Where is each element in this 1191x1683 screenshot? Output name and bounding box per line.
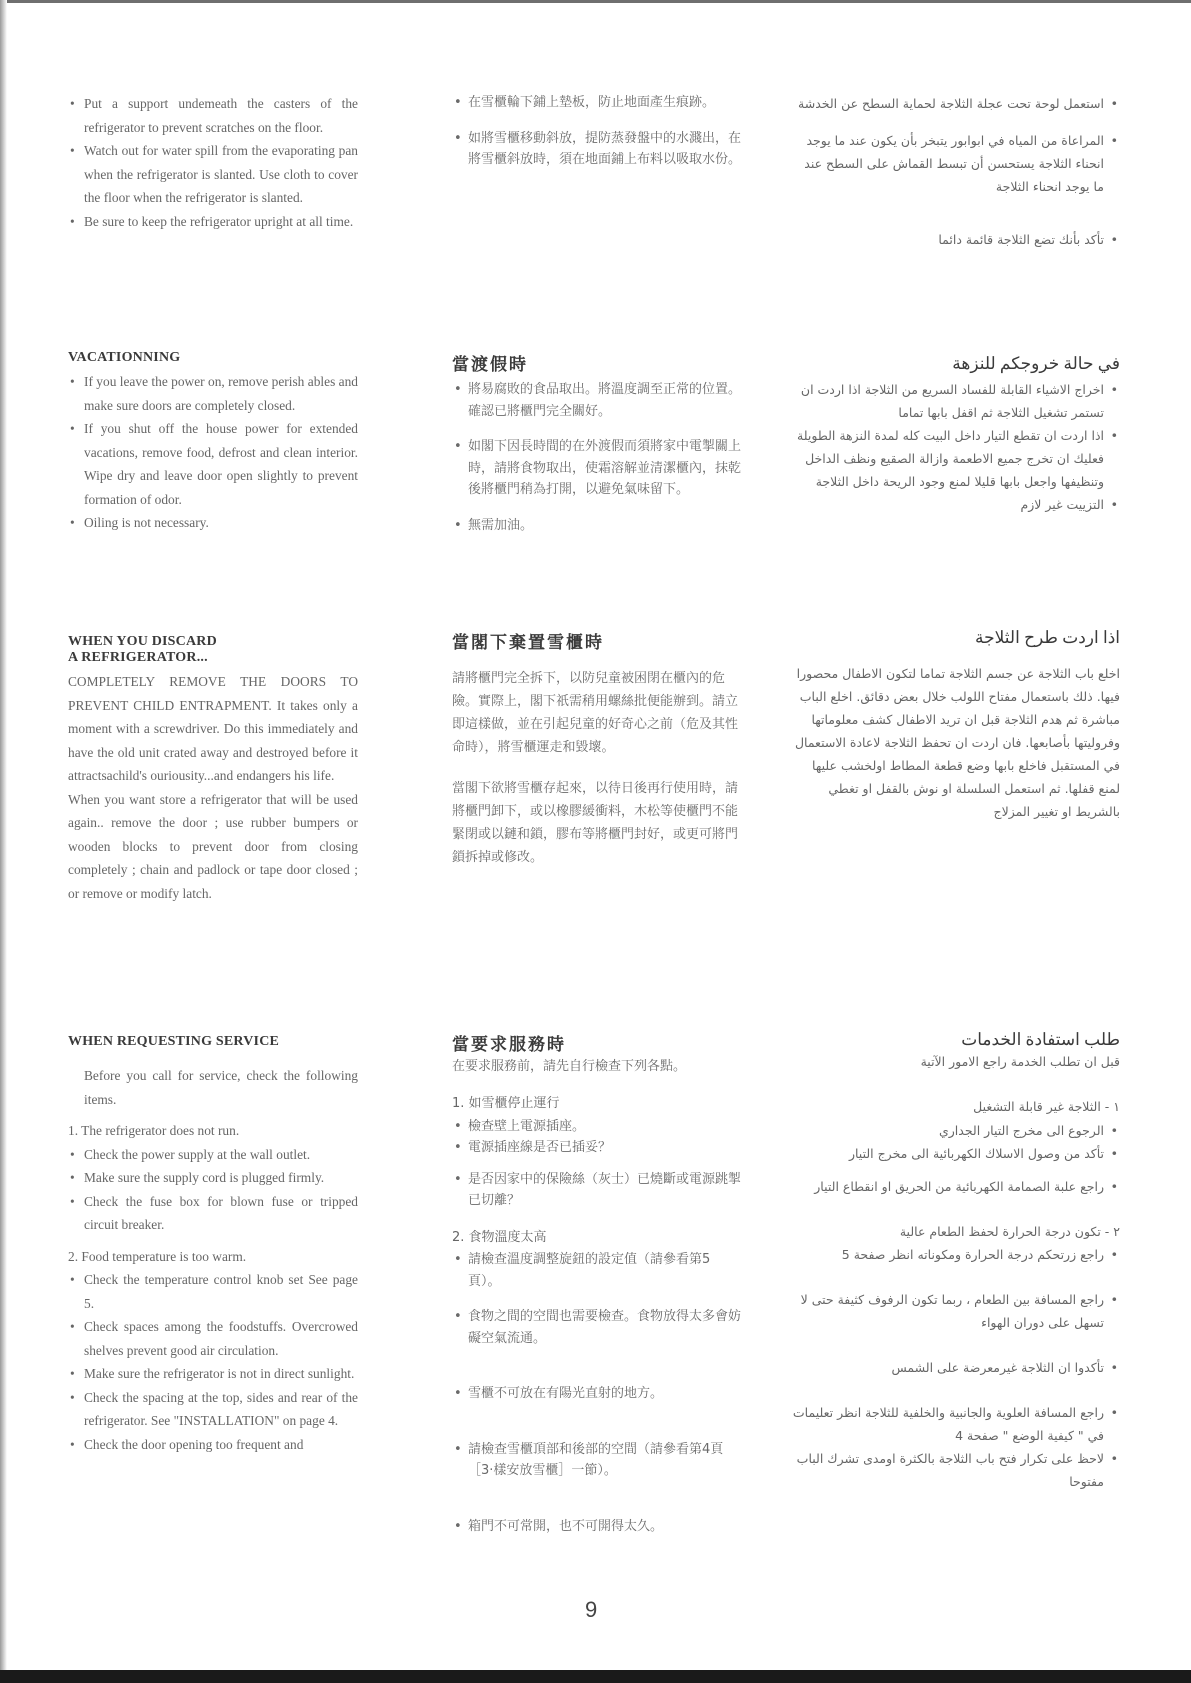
list-item: • تأكد بأنك تضع الثلاجة قائمة دائما — [790, 228, 1120, 251]
zh-discard-section — [452, 628, 742, 869]
en-discard-section — [68, 634, 358, 905]
en-service-sub2: 2. Food temperature is too warm. — [68, 1248, 247, 1264]
list-item: • راجع علبة الصمامة الكهربائية من الحريق او انقطاع التيار — [790, 1175, 1120, 1198]
scan-edge-left — [0, 0, 7, 1683]
zh-vacation-section — [452, 350, 742, 536]
list-item: • Oiling is not necessary. — [68, 511, 358, 535]
ar-vacation-heading: في حالة خروجكم للنزهة — [952, 354, 1120, 373]
list-item: • راجع المسافة بين الطعام ، ربما تكون الرفوف كثيفة حتى لا تسهل على دوران الهواء — [790, 1288, 1120, 1334]
ar-discard-heading: اذا اردت طرح الثلاجة — [975, 628, 1120, 647]
list-item: • Check the temperature control knob set See page 5. — [68, 1268, 358, 1315]
en-service-sub1: 1. The refrigerator does not run. — [68, 1123, 240, 1138]
list-item: • الرجوع الى مخرج التيار الجداري — [790, 1119, 1120, 1142]
list-item: • 如將雪櫃移動斜放，提防蒸發盤中的水濺出，在將雪櫃斜放時，須在地面鋪上布料以吸取水份。 — [452, 128, 742, 171]
scan-edge-bottom — [0, 1670, 1191, 1683]
list-item: • 在雪櫃輪下鋪上墊板，防止地面產生痕跡。 — [452, 92, 742, 114]
en-service-intro: Before you call for service, check the following items. — [84, 1068, 358, 1107]
en-discard-heading-line2: A REFRIGERATOR... — [68, 650, 208, 665]
list-item: • 無需加油。 — [452, 515, 742, 537]
zh-discard-para1: 請將櫃門完全拆下，以防兒童被困閉在櫃內的危險。實際上，閣下祇需稍用螺絲批便能辦到。請立即這樣做，並在引起兒童的好奇心之前（危及其性命時），將雪櫃運走和毀壞。 — [452, 671, 739, 755]
list-item: • راجع المسافة العلوية والجانبية والخلفية للثلاجة انظر تعليمات في " كيفية الوضع " صفحة 4 — [790, 1401, 1120, 1447]
list-item: • Be sure to keep the refrigerator upright at all time. — [68, 210, 358, 234]
en-service-list1 — [68, 1143, 358, 1237]
zh-service-heading: 當要求服務時 — [452, 1035, 566, 1055]
zh-service-intro: 在要求服務前，請先自行檢查下列各點。 — [452, 1059, 687, 1074]
list-item: • Check the spacing at the top, sides and rear of the refrigerator. See "INSTALLATION" on page 4. — [68, 1386, 358, 1433]
ar-service-sub1: ١ - الثلاجة غير قابلة التشغيل — [973, 1099, 1120, 1114]
zh-discard-heading: 當閣下棄置雪櫃時 — [452, 633, 604, 653]
list-item: • If you shut off the house power for extended vacations, remove food, defrost and clean interior. Wipe dry and leave door open slightly to prevent formation of odor. — [68, 417, 358, 511]
list-item: • اخراج الاشياء القابلة للفساد السريع من الثلاجة اذا اردت ان تستمر تشغيل الثلاجة ثم اقفل بابها تماما — [790, 378, 1120, 424]
ar-service-sub2: ٢ - تكون درجة الحرارة لحفظ الطعام عالية — [899, 1223, 1120, 1239]
ar-discard-section — [790, 628, 1120, 823]
list-item: • 請檢查溫度調整旋鈕的設定值（請參看第5頁）。 — [452, 1249, 742, 1292]
ar-service-intro: قبل ان تطلب الخدمة راجع الامور الآتية — [920, 1054, 1120, 1069]
zh-service-sub2: 2. 食物溫度太高 — [452, 1229, 547, 1245]
scan-edge-top — [0, 0, 1191, 3]
list-item: • تأكد من وصول الاسلاك الكهربائية الى مخرج التيار — [790, 1142, 1120, 1165]
en-service-list2 — [68, 1268, 358, 1456]
en-discard-heading-line1: WHEN YOU DISCARD — [68, 634, 217, 649]
list-item: • تأكدوا ان الثلاجة غيرمعرضة على الشمس — [790, 1356, 1120, 1379]
list-item: • المراعاة من المياه في ابوابور يتبخر بأن يكون عند ما يوجد انحناء الثلاجة يستحسن أن تبسط القماش على السطح عند ما يوجد انحناء الثلاجة — [790, 129, 1120, 198]
en-intro-section — [68, 92, 358, 233]
list-item: • Check the power supply at the wall outlet. — [68, 1143, 358, 1167]
zh-service-list1a — [452, 1116, 742, 1159]
zh-service-list2 — [452, 1249, 742, 1537]
list-item: • 電源插座線是否已插妥？ — [452, 1137, 742, 1159]
en-vacation-heading: VACATIONNING — [68, 350, 181, 365]
list-item: • If you leave the power on, remove perish ables and make sure doors are completely closed. — [68, 370, 358, 417]
list-item: • Check the fuse box for blown fuse or tripped circuit breaker. — [68, 1190, 358, 1237]
ar-service-list2 — [790, 1243, 1120, 1493]
list-item: • 是否因家中的保險絲（灰士）已燒斷或電源跳掣已切離？ — [452, 1169, 742, 1212]
ar-service-heading: طلب استفادة الخدمات — [961, 1030, 1120, 1049]
ar-discard-para: اخلع باب الثلاجة عن جسم الثلاجة تماما لتكون الاطفال محصورا فيها. ذلك باستعمال مفتاح اللولب خلال بعض دقائق. اخلع الباب مباشرة ثم هدم الثلاجة قبل ان تريد الاطفال كشف معلوماتها وفروليتها بأصابعها. فان اردت ان تحفظ الثلاجة لاعادة الاستعمال في المستقبل فاخلع بابها وضع قطعة المطاط اولخشب عليها لمنع قفلها. ثم استعمل السلسلة او نوش بالقفل او تغطي بالشريط او تغيير المزلاج — [794, 666, 1120, 819]
list-item: • التزييت غير لازم — [790, 493, 1120, 516]
en-vacation-section — [68, 350, 358, 535]
list-item: • 食物之間的空間也需要檢查。食物放得太多會妨礙空氣流通。 — [452, 1306, 742, 1349]
zh-service-list1b — [452, 1169, 742, 1212]
list-item: • 雪櫃不可放在有陽光直射的地方。 — [452, 1383, 742, 1405]
en-intro-list — [68, 92, 358, 233]
page-number: 9 — [585, 1597, 598, 1622]
list-item: • اذا اردت ان تقطع التيار داخل البيت كله لمدة النزهة الطويلة فعليك ان تخرج جميع الاطعمة وازالة الصقيع ونظف الداخل وتنظيفها واجعل بابها قليلا لمنع وجود الريحة داخل الثلاجة — [790, 424, 1120, 493]
zh-discard-para2: 當閣下欲將雪櫃存起來，以待日後再行使用時，請將櫃門卸下，或以橡膠緩衝料，木松等使櫃門不能緊閉或以鏈和鎖，膠布等將櫃門封好，或更可將門鎖拆掉或修改。 — [452, 781, 739, 865]
list-item: • 檢查壁上電源插座。 — [452, 1116, 742, 1138]
zh-intro-list — [452, 92, 742, 171]
ar-service-list1b — [790, 1175, 1120, 1198]
ar-service-list1a — [790, 1119, 1120, 1165]
ar-intro-list — [790, 92, 1120, 251]
en-service-heading: WHEN REQUESTING SERVICE — [68, 1034, 280, 1049]
list-item: • Check spaces among the foodstuffs. Overcrowed shelves prevent good air circulation. — [68, 1315, 358, 1362]
ar-service-section — [790, 1030, 1120, 1493]
zh-service-section — [452, 1030, 742, 1537]
list-item: • Check the door opening too frequent and — [68, 1433, 358, 1457]
en-discard-para2: When you want store a refrigerator that will be used again.. remove the door ; use rubber bumpers or wooden blocks to prevent door from closing completely ; chain and padlock or tape door closed ; or remove or modify latch. — [68, 791, 358, 901]
zh-vacation-heading: 當渡假時 — [452, 355, 528, 375]
zh-intro-section — [452, 92, 742, 171]
ar-intro-section — [790, 92, 1120, 251]
zh-service-sub1: 1. 如雪櫃停止運行 — [452, 1096, 560, 1111]
list-item: • 將易腐敗的食品取出。將溫度調至正常的位置。確認已將櫃門完全關好。 — [452, 379, 742, 422]
list-item: • Watch out for water spill from the evaporating pan when the refrigerator is slanted. Use cloth to cover the floor when the refrigerator is slanted. — [68, 139, 358, 210]
zh-vacation-list — [452, 379, 742, 536]
en-vacation-list — [68, 370, 358, 535]
list-item: • Put a support undemeath the casters of the refrigerator to prevent scratches on the floor. — [68, 92, 358, 139]
list-item: • 請檢查雪櫃頂部和後部的空間（請參看第4頁［3·樣安放雪櫃］一節）。 — [452, 1439, 742, 1482]
list-item: • لاحظ على تكرار فتح باب الثلاجة بالكثرة اومدى تشرك الباب مفتوحا — [790, 1447, 1120, 1493]
list-item: • استعمل لوحة تحت عجلة الثلاجة لحماية السطح عن الخدشة — [790, 92, 1120, 115]
list-item: • 箱門不可常開，也不可開得太久。 — [452, 1516, 742, 1538]
ar-vacation-section — [790, 354, 1120, 516]
list-item: • Make sure the refrigerator is not in direct sunlight. — [68, 1362, 358, 1386]
list-item: • راجع زرتحكم درجة الحرارة ومكوناته انظر صفحة 5 — [790, 1243, 1120, 1266]
list-item: • Make sure the supply cord is plugged firmly. — [68, 1166, 358, 1190]
en-discard-para1: COMPLETELY REMOVE THE DOORS TO PREVENT CHILD ENTRAPMENT. It takes only a moment with a screwdriver. Do this immediately and have the old unit crated away and destroyed before it attractsachild's ouriousity...and endangers his life. — [68, 674, 358, 783]
en-service-section — [68, 1034, 358, 1456]
ar-vacation-list — [790, 378, 1120, 516]
list-item: • 如閣下因長時間的在外渡假而須將家中電掣關上時，請將食物取出，使霜溶解並清潔櫃內，抹乾後將櫃門稍為打開，以避免氣味留下。 — [452, 436, 742, 501]
